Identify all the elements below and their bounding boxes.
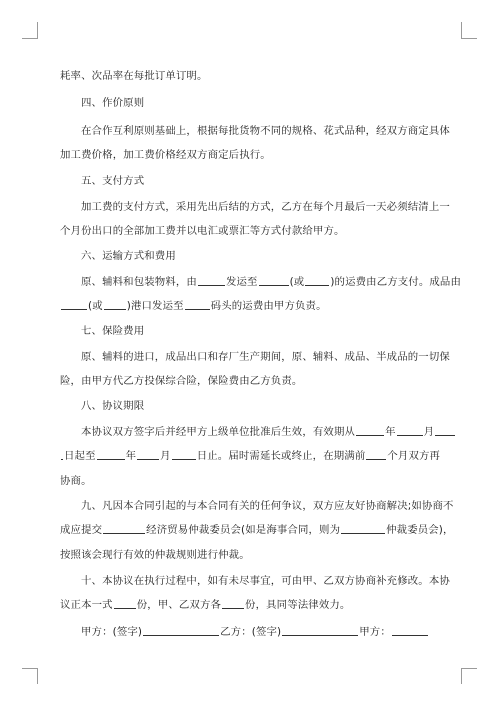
- text-line-6: [81, 200, 450, 214]
- text-line-22: [60, 598, 350, 612]
- blank-field[interactable]: [114, 598, 136, 609]
- crop-mark-top-left-v: [37, 22, 38, 38]
- text-line-18: [81, 499, 454, 513]
- blank-field[interactable]: [61, 449, 63, 460]
- line-text: 个月双方再: [387, 450, 441, 462]
- heading-text: 四、作价原则: [81, 97, 145, 109]
- heading-text: 八、协议期限: [81, 400, 145, 412]
- line-text: 耗率、次品率在每批订单订明。: [60, 70, 208, 82]
- text-line-12: [81, 350, 450, 364]
- line-text: 个月份出口的全部加工费并以电汇或票汇等方式付款给甲方。: [60, 225, 345, 237]
- line-text: (或: [88, 300, 103, 312]
- line-text: (或: [289, 276, 305, 288]
- section-heading-7: [81, 324, 144, 338]
- crop-mark-bottom-right-h: [461, 668, 477, 669]
- line-text: 在合作互利原则基础上，根据每批货物不同的规格、花式品种，经双方商定具体: [81, 125, 450, 137]
- line-text: 原、辅料和包装物料，由: [81, 276, 197, 288]
- signature-line: [81, 625, 429, 639]
- line-text: 本协议双方签字后并经甲方上级单位批准后生效，有效期从: [81, 426, 356, 438]
- line-text: 日起至: [64, 450, 96, 462]
- line-text: )港口发运至: [126, 300, 184, 312]
- blank-field[interactable]: [137, 449, 159, 460]
- text-line-10: [60, 299, 327, 313]
- signature-label-party-a: 甲方：(签字): [81, 626, 143, 638]
- crop-mark-top-right-v: [461, 22, 462, 38]
- blank-field[interactable]: [397, 425, 423, 436]
- blank-field[interactable]: [104, 299, 126, 310]
- heading-text: 七、保险费用: [81, 325, 145, 337]
- heading-text: 五、支付方式: [81, 175, 145, 187]
- line-text: 加工费价格，加工费价格经双方商定后执行。: [60, 149, 271, 161]
- line-text: 仲裁委员会)，: [386, 524, 454, 536]
- crop-mark-bottom-left-h: [22, 668, 38, 669]
- crop-mark-top-left-h: [22, 38, 38, 39]
- line-text: 经济贸易仲裁委员会(如是海事合同，则为: [146, 524, 341, 536]
- line-text: 份，具同等法律效力。: [245, 599, 351, 611]
- line-text: 年: [125, 450, 137, 462]
- crop-mark-bottom-right-v: [461, 668, 462, 684]
- blank-field[interactable]: [103, 523, 145, 534]
- signature-label-party-a-2: 甲方：: [359, 626, 391, 638]
- line-text: 协商。: [60, 475, 92, 487]
- line-text: 日止。届时需延长或终止，在期满前: [196, 450, 366, 462]
- text-line-15: [81, 425, 456, 439]
- line-text: 码头的运费由甲方负责。: [210, 300, 327, 312]
- line-text: 加工费的支付方式，采用先出后结的方式，乙方在每个月最后一天必须结清上一: [81, 201, 450, 213]
- section-heading-6: [81, 249, 176, 263]
- text-line-17: [60, 474, 92, 488]
- blank-field[interactable]: [341, 523, 385, 534]
- section-heading-8: [81, 399, 144, 413]
- text-line-21: [81, 574, 450, 588]
- line-text: 发运至: [225, 276, 258, 288]
- text-line-4: [60, 148, 271, 162]
- line-text: 原、辅料的进口，成品出口和存厂生产期间，原、辅料、成品、半成品的一切保: [81, 351, 450, 363]
- blank-field[interactable]: [435, 425, 455, 436]
- crop-mark-bottom-left-v: [37, 668, 38, 684]
- line-text: 份，甲、乙双方各: [136, 599, 222, 611]
- signature-field-party-b[interactable]: [282, 625, 358, 636]
- line-text: 九、凡因本合同引起的与本合同有关的任何争议，双方应友好协商解决;如协商不: [81, 500, 454, 512]
- blank-field[interactable]: [172, 449, 196, 460]
- text-line-3: [81, 124, 450, 138]
- text-line-16: [60, 449, 440, 463]
- section-heading-4: [81, 96, 144, 110]
- blank-field[interactable]: [222, 598, 244, 609]
- blank-field[interactable]: [259, 275, 289, 286]
- blank-field[interactable]: [198, 275, 225, 286]
- blank-field[interactable]: [305, 275, 329, 286]
- text-line-19: [60, 523, 454, 537]
- blank-field[interactable]: [61, 299, 87, 310]
- line-text: 险，由甲方代乙方投保综合险，保险费由乙方负责。: [60, 375, 303, 387]
- crop-mark-top-right-h: [461, 38, 477, 39]
- line-text: 年: [385, 426, 396, 438]
- text-line-7: [60, 224, 345, 238]
- blank-field[interactable]: [366, 449, 386, 460]
- line-text: 十、本协议在执行过程中，如有未尽事宜，可由甲、乙双方协商补充修改。本协: [81, 575, 450, 587]
- text-line-9: [81, 275, 461, 289]
- blank-field[interactable]: [97, 449, 125, 460]
- text-line-20: [60, 548, 250, 562]
- line-text: 月: [423, 426, 435, 438]
- line-text: 月: [160, 450, 171, 462]
- signature-label-party-b: 乙方：(签字): [220, 626, 282, 638]
- blank-field[interactable]: [185, 299, 210, 310]
- section-heading-5: [81, 174, 144, 188]
- signature-field-party-a[interactable]: [143, 625, 219, 636]
- blank-field[interactable]: [356, 425, 384, 436]
- signature-field-party-a-2[interactable]: [392, 625, 428, 636]
- line-text: 按照该会现行有效的仲裁规则进行仲裁。: [60, 549, 250, 561]
- heading-text: 六、运输方式和费用: [81, 250, 176, 262]
- text-line-13: [60, 374, 302, 388]
- line-text: 成应提交: [60, 524, 103, 536]
- line-text: 议正本一式: [60, 599, 113, 611]
- text-line-1: [60, 69, 208, 83]
- line-text: )的运费由乙方支付。成品由: [330, 276, 462, 288]
